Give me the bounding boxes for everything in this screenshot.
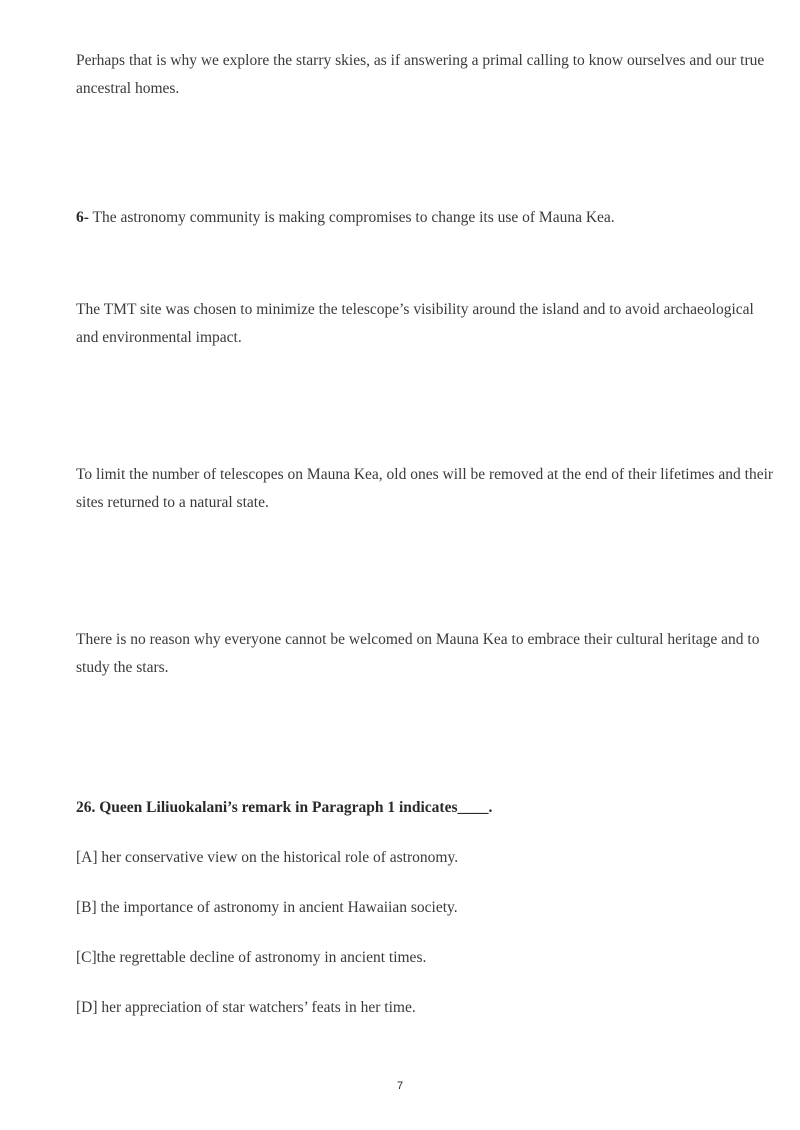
option-b: [B] the importance of astronomy in ancient Hawaiian society. — [76, 899, 458, 916]
option-d: [D] her appreciation of star watchers’ feats in her time. — [76, 999, 416, 1016]
paragraph-6-text: The astronomy community is making compromises to change its use of Mauna Kea. — [88, 209, 615, 226]
question-stem: 26. Queen Liliuokalani’s remark in Paragraph 1 indicates____. — [76, 799, 493, 816]
option-c: [C]the regrettable decline of astronomy in ancient times. — [76, 949, 427, 966]
paragraph-welcomed: There is no reason why everyone cannot be welcomed on Mauna Kea to embrace their cultural heritage and to study the stars. — [76, 631, 760, 676]
option-a: [A] her conservative view on the historical role of astronomy. — [76, 849, 459, 866]
paragraph-starry-skies: Perhaps that is why we explore the starry skies, as if answering a primal calling to know ourselves and our true ancestral homes. — [76, 52, 765, 97]
paragraph-limit-telescopes: To limit the number of telescopes on Mauna Kea, old ones will be removed at the end of their lifetimes and their sites returned to a natural state. — [76, 466, 774, 511]
page-number: 7 — [396, 1080, 404, 1092]
paragraph-tmt-site: The TMT site was chosen to minimize the telescope’s visibility around the island and to avoid archaeological and environmental impact. — [76, 301, 754, 346]
paragraph-6 — [76, 204, 776, 232]
paragraph-number: 6- — [76, 209, 89, 226]
